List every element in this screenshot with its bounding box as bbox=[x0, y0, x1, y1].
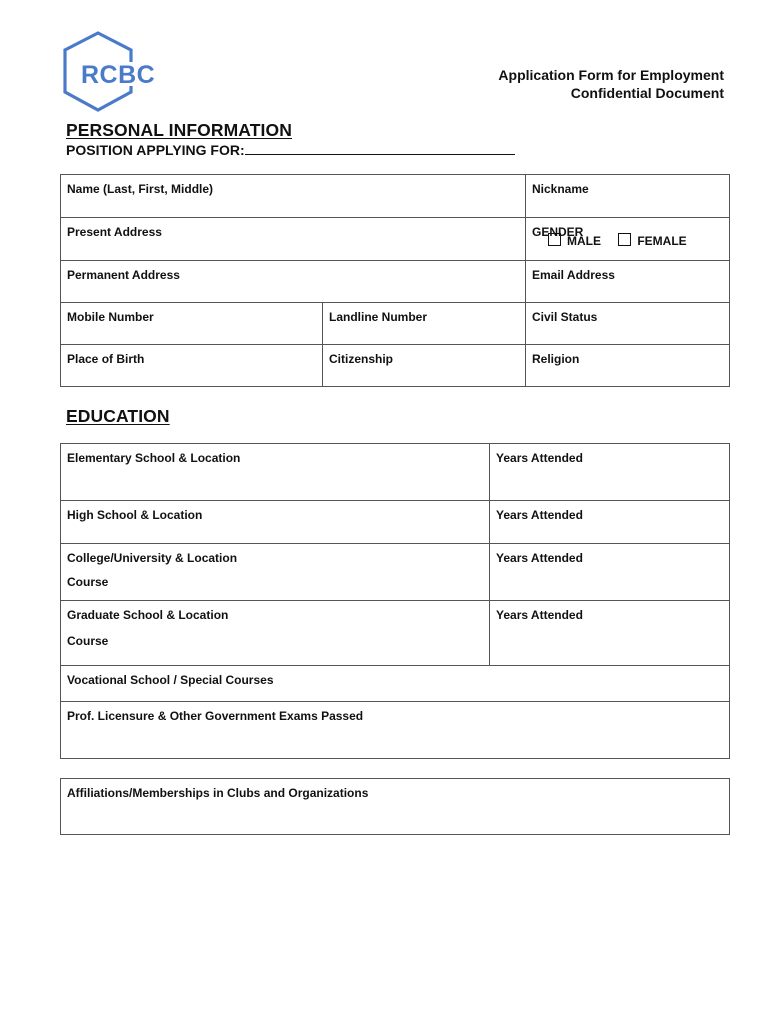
civil-status-field[interactable]: Civil Status bbox=[532, 310, 598, 324]
permanent-address-field[interactable]: Permanent Address bbox=[67, 268, 180, 282]
graduate-field[interactable]: Graduate School & Location bbox=[67, 608, 229, 622]
education-table bbox=[60, 443, 730, 759]
rcbc-logo bbox=[62, 30, 162, 114]
graduate-years-field[interactable]: Years Attended bbox=[496, 608, 583, 622]
affiliations-table bbox=[60, 778, 730, 835]
position-applying bbox=[66, 140, 515, 158]
present-address-field[interactable]: Present Address bbox=[67, 225, 162, 239]
college-years-field[interactable]: Years Attended bbox=[496, 551, 583, 565]
position-label: POSITION APPLYING FOR: bbox=[66, 142, 245, 158]
logo-text: RCBC bbox=[81, 61, 156, 89]
male-checkbox[interactable] bbox=[548, 233, 561, 246]
licensure-field[interactable]: Prof. Licensure & Other Government Exams Passed bbox=[67, 709, 364, 723]
high-school-years-field[interactable]: Years Attended bbox=[496, 508, 583, 522]
college-field[interactable]: College/University & Location bbox=[67, 551, 238, 565]
elementary-years-field[interactable]: Years Attended bbox=[496, 451, 583, 465]
education-heading: EDUCATION bbox=[66, 406, 170, 426]
vocational-field[interactable]: Vocational School / Special Courses bbox=[67, 673, 274, 687]
form-subtitle: Confidential Document bbox=[570, 85, 724, 101]
graduate-course-label: Course bbox=[67, 634, 109, 648]
female-checkbox[interactable] bbox=[618, 233, 631, 246]
mobile-field[interactable]: Mobile Number bbox=[67, 310, 154, 324]
personal-info-heading: PERSONAL INFORMATION bbox=[66, 120, 292, 140]
email-field[interactable]: Email Address bbox=[532, 268, 615, 282]
gender-options bbox=[548, 233, 687, 248]
form-header bbox=[498, 66, 724, 102]
gender-field: GENDER bbox=[532, 225, 584, 239]
citizenship-field[interactable]: Citizenship bbox=[329, 352, 394, 366]
male-label: MALE bbox=[567, 234, 601, 248]
form-title: Application Form for Employment bbox=[498, 67, 724, 83]
affiliations-field[interactable]: Affiliations/Memberships in Clubs and Organizations bbox=[67, 786, 369, 800]
high-school-field[interactable]: High School & Location bbox=[67, 508, 203, 522]
religion-field[interactable]: Religion bbox=[532, 352, 580, 366]
birthplace-field[interactable]: Place of Birth bbox=[67, 352, 145, 366]
elementary-field[interactable]: Elementary School & Location bbox=[67, 451, 241, 465]
landline-field[interactable]: Landline Number bbox=[329, 310, 428, 324]
name-field[interactable]: Name (Last, First, Middle) bbox=[67, 182, 214, 196]
female-label: FEMALE bbox=[637, 234, 687, 248]
nickname-field[interactable]: Nickname bbox=[532, 182, 589, 196]
position-input-line[interactable] bbox=[245, 140, 515, 155]
personal-info-table bbox=[60, 174, 730, 387]
college-course-label: Course bbox=[67, 575, 109, 589]
